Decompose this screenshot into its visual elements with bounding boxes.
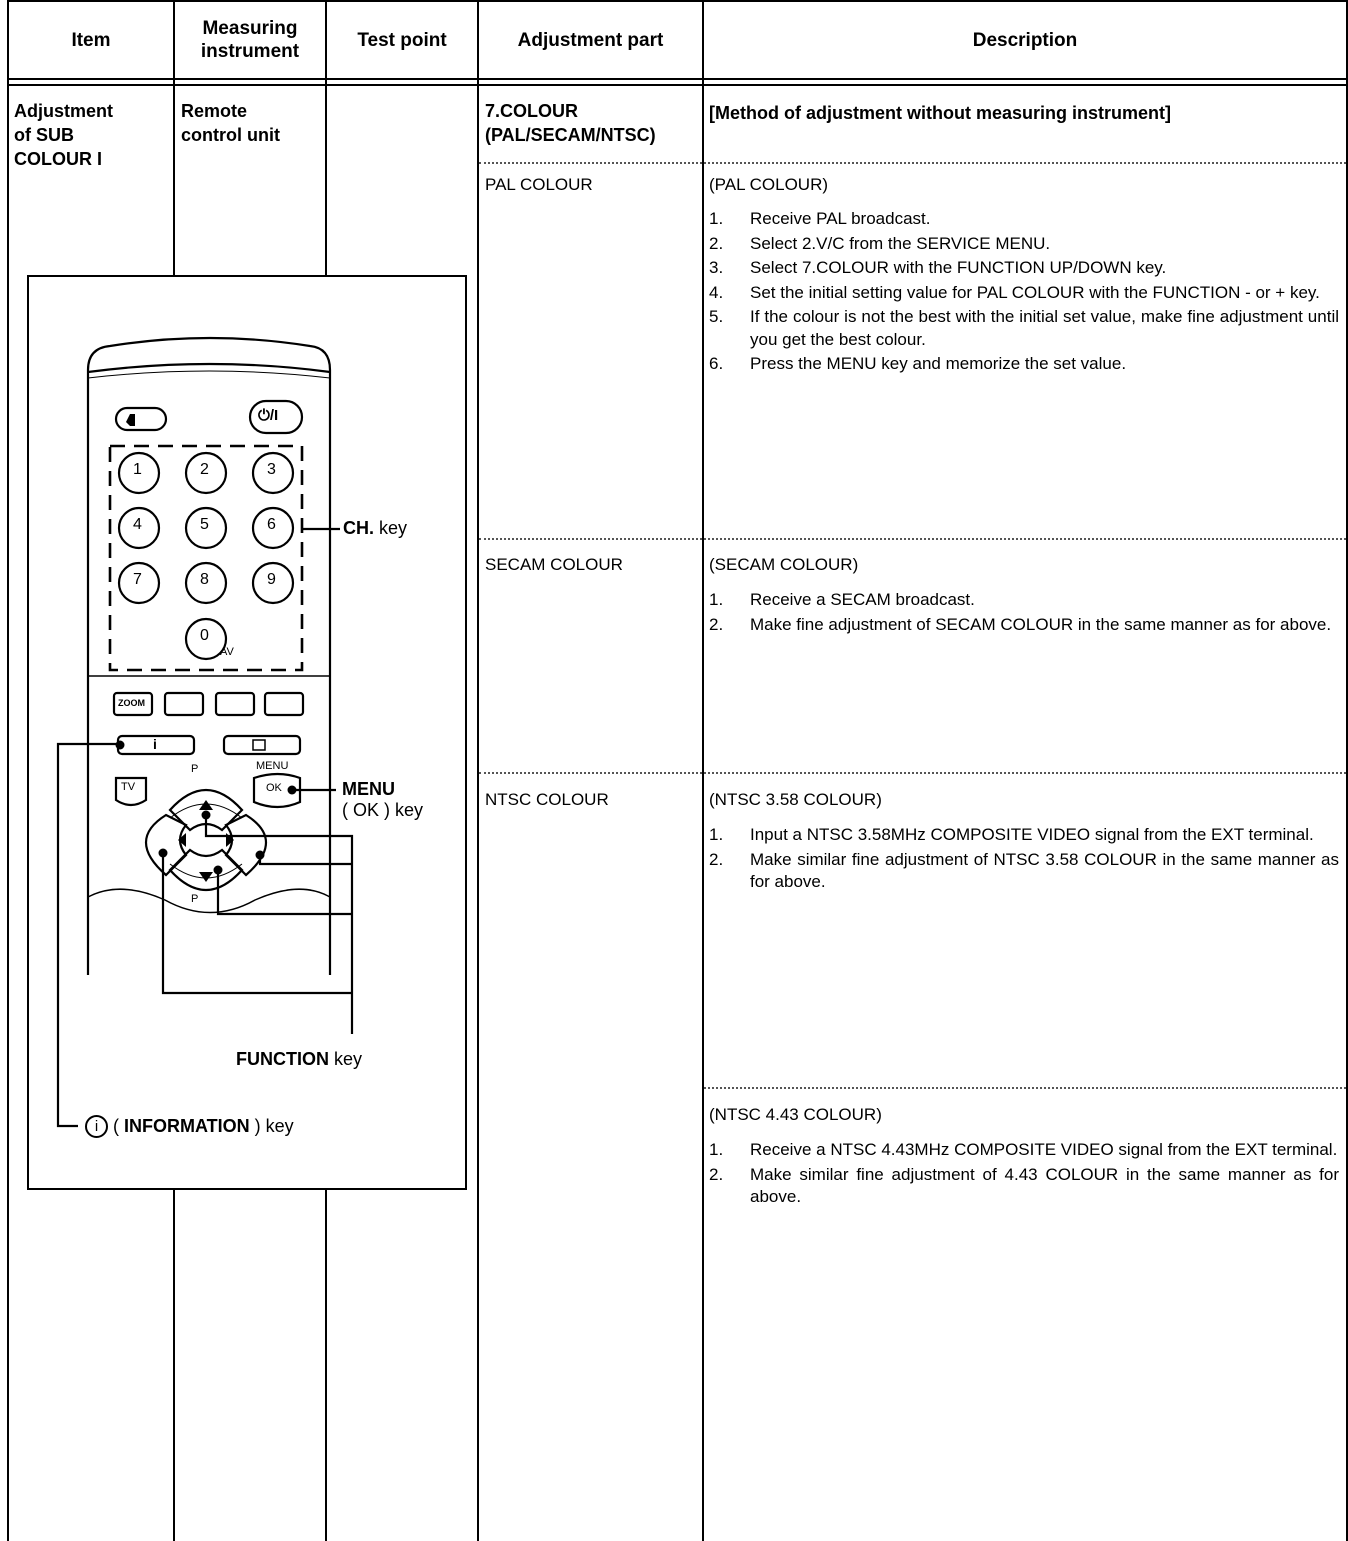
pal-steps	[709, 208, 1339, 378]
remote-key-6: 6	[267, 516, 276, 533]
list-item: 1. Receive PAL broadcast.	[709, 209, 931, 228]
header-instrument-line2: instrument	[200, 41, 300, 62]
item-line3: COLOUR I	[14, 149, 102, 169]
adjustment-title	[485, 99, 656, 147]
remote-ok-label: OK	[266, 782, 282, 794]
remote-key-5: 5	[200, 516, 209, 533]
wide-button	[165, 693, 203, 715]
left-key	[146, 815, 186, 875]
list-item: 4. Set the initial setting value for PAL COLOUR with the FUNCTION - or + key.	[709, 282, 1320, 302]
header-measuring-instrument	[175, 2, 325, 78]
pal-heading: (PAL COLOUR)	[709, 175, 829, 194]
list-item: 3. Select 7.COLOUR with the FUNCTION UP/DOWN key.	[709, 258, 1167, 277]
remote-key-7: 7	[133, 571, 142, 588]
part-secam-colour: SECAM COLOUR	[485, 555, 623, 574]
info-circle-icon: i	[85, 1115, 108, 1138]
remote-p-up-label: P	[191, 763, 199, 775]
header-adjustment-part: Adjustment part	[517, 29, 664, 51]
right-key	[226, 815, 266, 875]
remote-key-9: 9	[267, 571, 276, 588]
remote-key-8: 8	[200, 571, 209, 588]
list-item: 1. Receive a SECAM broadcast.	[709, 590, 975, 609]
remote-p-down-label: P	[191, 893, 199, 905]
down-key	[170, 850, 242, 890]
list-item: 6. Press the MENU key and memorize the set value.	[709, 354, 1127, 373]
list-item: 2. Make fine adjustment of SECAM COLOUR in the same manner as for above.	[709, 614, 1332, 634]
method-heading: [Method of adjustment without measuring instrument]	[709, 103, 1171, 123]
ch-key-label: CH. key	[343, 518, 408, 538]
instrument-line2: control unit	[181, 125, 280, 145]
remote-tv-label: TV	[121, 781, 136, 793]
instrument-name	[181, 99, 280, 147]
secam-steps	[709, 589, 1339, 638]
remote-av-label: AV	[220, 646, 234, 658]
part-pal-colour: PAL COLOUR	[485, 175, 593, 194]
list-item: 2. Make similar fine adjustment of NTSC 3.58 COLOUR in the same manner as for above.	[709, 849, 1339, 891]
list-item: 2. Select 2.V/C from the SERVICE MENU.	[709, 233, 1051, 253]
list-item: 1. Input a NTSC 3.58MHz COMPOSITE VIDEO signal from the EXT terminal.	[709, 825, 1314, 844]
remote-key-2: 2	[200, 461, 209, 478]
adjustment-title-line1: 7.COLOUR	[485, 101, 579, 121]
remote-key-4: 4	[133, 516, 142, 533]
header-description: Description	[972, 29, 1078, 51]
menu-key-label: MENU ( OK ) key	[342, 779, 424, 820]
instrument-line1: Remote	[181, 101, 248, 121]
header-item: Item	[71, 29, 111, 51]
header-test-point: Test point	[357, 29, 447, 51]
remote-key-0: 0	[200, 627, 209, 644]
ntsc358-heading: (NTSC 3.58 COLOUR)	[709, 790, 882, 809]
header-instrument-line1: Measuring	[202, 18, 298, 39]
list-item: 5. If the colour is not the best with the initial set value, make fine adjustment until you get the best colour.	[709, 307, 1339, 349]
remote-key-1: 1	[133, 461, 142, 478]
mute-button	[116, 408, 166, 430]
secam-heading: (SECAM COLOUR)	[709, 555, 859, 574]
part-ntsc-colour: NTSC COLOUR	[485, 790, 609, 809]
ntsc358-steps	[709, 824, 1339, 896]
item-line2: of SUB	[14, 125, 74, 145]
item-line1: Adjustment	[14, 101, 113, 121]
information-key-label: i ( INFORMATION ) key	[85, 1115, 294, 1138]
ntsc443-steps	[709, 1139, 1339, 1211]
remote-info-glyph: i	[153, 736, 157, 752]
remote-zoom-label: ZOOM	[118, 698, 145, 708]
remote-key-3: 3	[267, 461, 276, 478]
remote-body-outline	[88, 338, 330, 975]
remote-menu-small-label: MENU	[256, 760, 289, 772]
list-item: 2. Make similar fine adjustment of 4.43 COLOUR in the same manner as for above.	[709, 1164, 1339, 1206]
adjustment-title-line2: (PAL/SECAM/NTSC)	[485, 125, 656, 145]
ntsc443-heading: (NTSC 4.43 COLOUR)	[709, 1105, 882, 1124]
function-key-label: FUNCTION key	[236, 1049, 363, 1069]
teletext-button	[224, 736, 300, 754]
list-item: 1. Receive a NTSC 4.43MHz COMPOSITE VIDEO signal from the EXT terminal.	[709, 1140, 1338, 1159]
item-name	[14, 99, 113, 171]
remote-power-label: ⏻/I	[258, 407, 279, 424]
remote-grip-curve	[88, 889, 330, 912]
